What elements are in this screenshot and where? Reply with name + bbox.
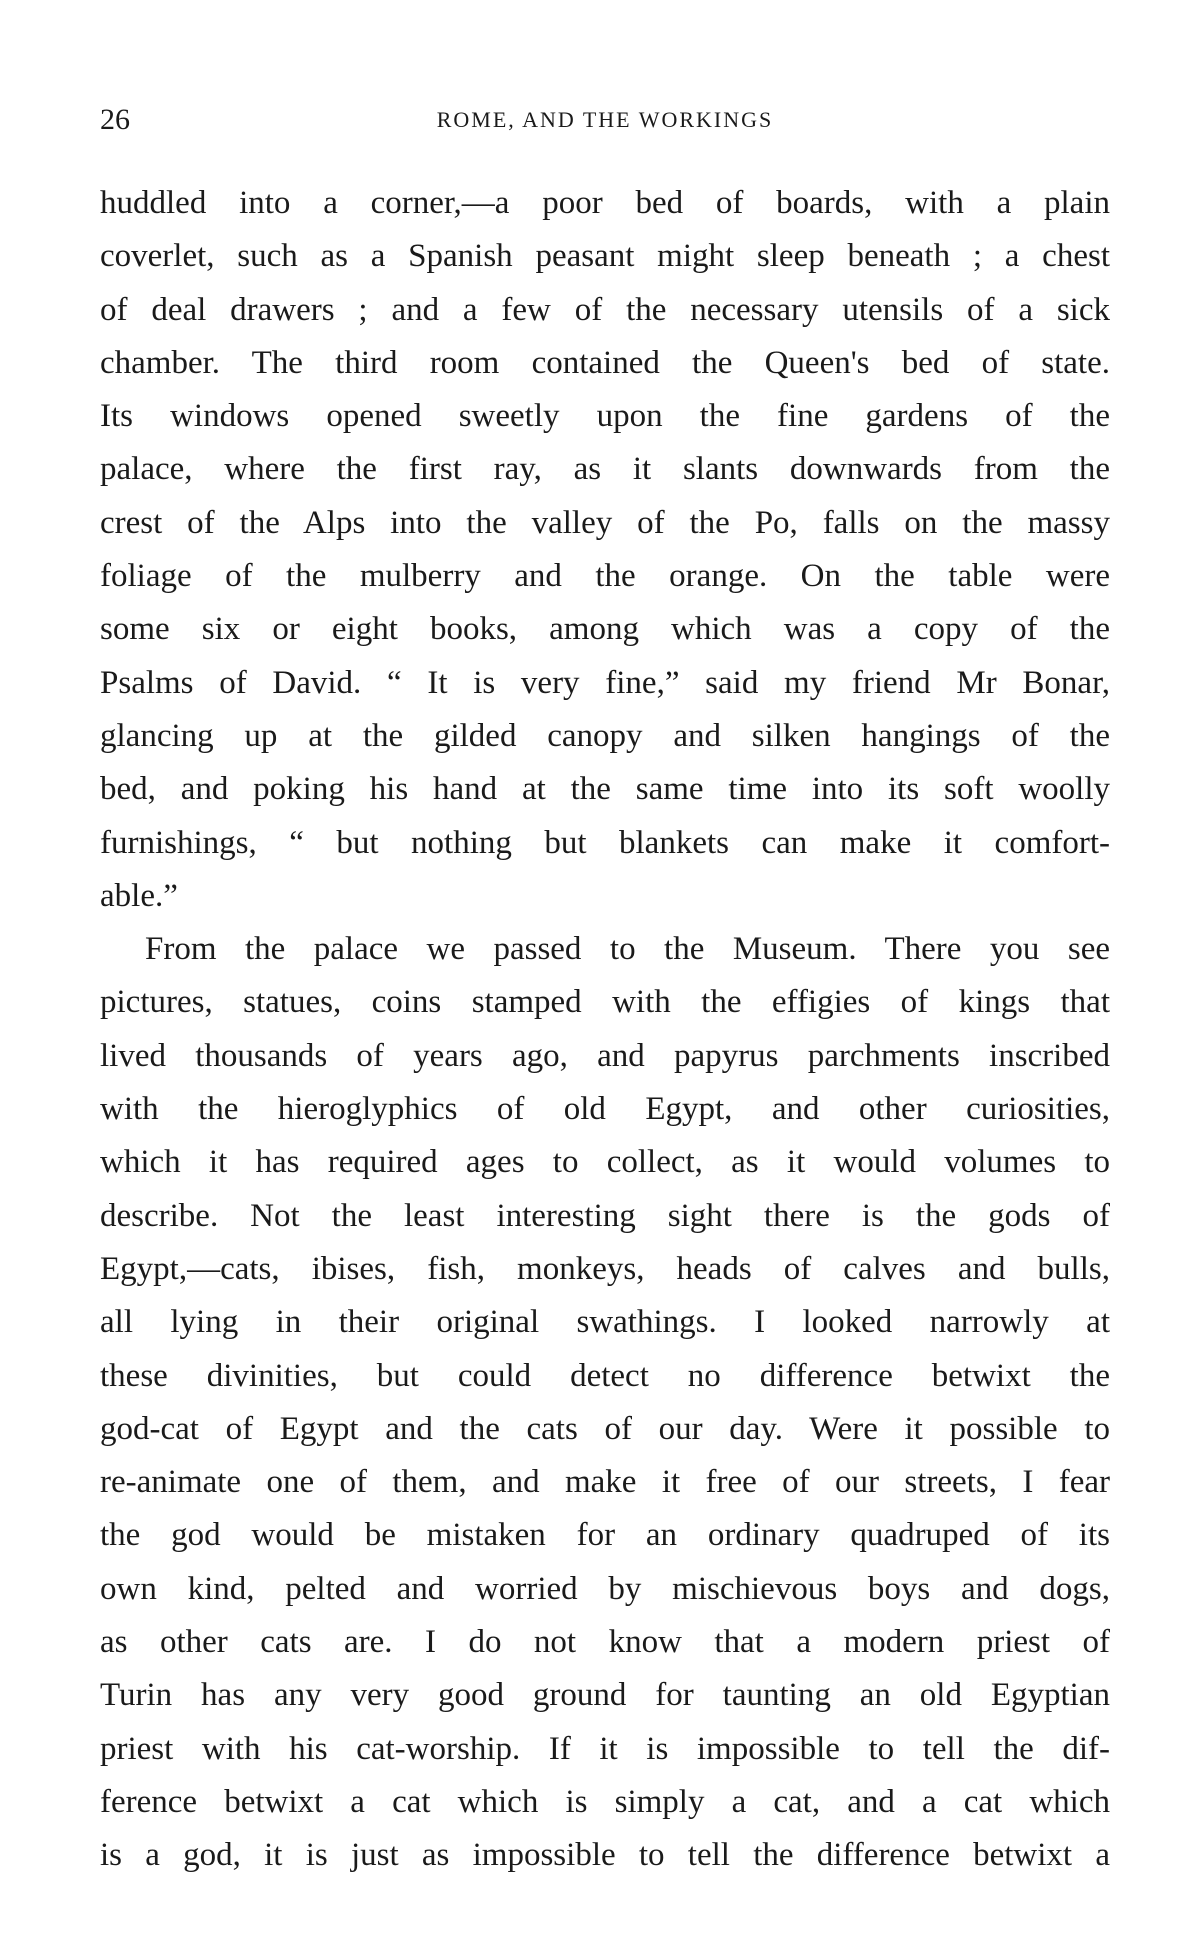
text-line: of deal drawers ; and a few of the necessary utensils of a sick: [100, 291, 1110, 328]
text-line: Turin has any very good ground for taunting an old Egyptian: [100, 1677, 1110, 1714]
text-line: these divinities, but could detect no difference betwixt the: [100, 1357, 1110, 1394]
text-line: as other cats are. I do not know that a modern priest of: [100, 1624, 1110, 1661]
running-title: ROME, AND THE WORKINGS: [436, 107, 774, 132]
text-line: glancing up at the gilded canopy and silken hangings of the: [100, 717, 1110, 754]
text-line: coverlet, such as a Spanish peasant might sleep beneath ; a chest: [100, 238, 1110, 275]
text-line: god-cat of Egypt and the cats of our day. Were it possible to: [100, 1410, 1110, 1447]
text-line: furnishings, “ but nothing but blankets can make it comfort-: [100, 824, 1110, 861]
text-line: is a god, it is just as impossible to tell the difference betwixt a: [100, 1837, 1110, 1874]
text-line: all lying in their original swathings. I looked narrowly at: [100, 1304, 1110, 1341]
running-head: [100, 100, 1110, 140]
text-line: ference betwixt a cat which is simply a cat, and a cat which: [100, 1783, 1110, 1820]
page-number: 26: [100, 103, 130, 136]
body-text: [100, 177, 1110, 1883]
text-line: foliage of the mulberry and the orange. On the table were: [100, 558, 1110, 595]
text-line: describe. Not the least interesting sight there is the gods of: [100, 1197, 1110, 1234]
text-line: able.”: [100, 877, 178, 914]
text-line: Psalms of David. “ It is very fine,” said my friend Mr Bonar,: [100, 664, 1110, 701]
text-line: pictures, statues, coins stamped with the effigies of kings that: [100, 984, 1110, 1021]
text-line: Its windows opened sweetly upon the fine gardens of the: [100, 398, 1110, 435]
text-line: chamber. The third room contained the Queen's bed of state.: [100, 344, 1110, 381]
text-line: which it has required ages to collect, as it would volumes to: [100, 1144, 1110, 1181]
text-line: crest of the Alps into the valley of the Po, falls on the massy: [100, 504, 1110, 541]
text-line: huddled into a corner,—a poor bed of boards, with a plain: [100, 185, 1110, 221]
text-line: bed, and poking his hand at the same time into its soft woolly: [100, 771, 1110, 808]
text-line: re-animate one of them, and make it free of our streets, I fear: [100, 1464, 1110, 1501]
text-line: with the hieroglyphics of old Egypt, and other curiosities,: [100, 1091, 1110, 1128]
text-line: the god would be mistaken for an ordinary quadruped of its: [100, 1517, 1110, 1554]
text-line: own kind, pelted and worried by mischievous boys and dogs,: [100, 1570, 1110, 1607]
text-line: some six or eight books, among which was a copy of the: [100, 611, 1110, 648]
text-line: lived thousands of years ago, and papyrus parchments inscribed: [100, 1037, 1110, 1074]
text-line: priest with his cat-worship. If it is impossible to tell the dif-: [100, 1730, 1110, 1767]
text-line: palace, where the first ray, as it slants downwards from the: [100, 451, 1110, 488]
text-line: Egypt,—cats, ibises, fish, monkeys, heads of calves and bulls,: [100, 1250, 1110, 1287]
paragraph-start-line: From the palace we passed to the Museum. There you see: [145, 931, 1110, 968]
